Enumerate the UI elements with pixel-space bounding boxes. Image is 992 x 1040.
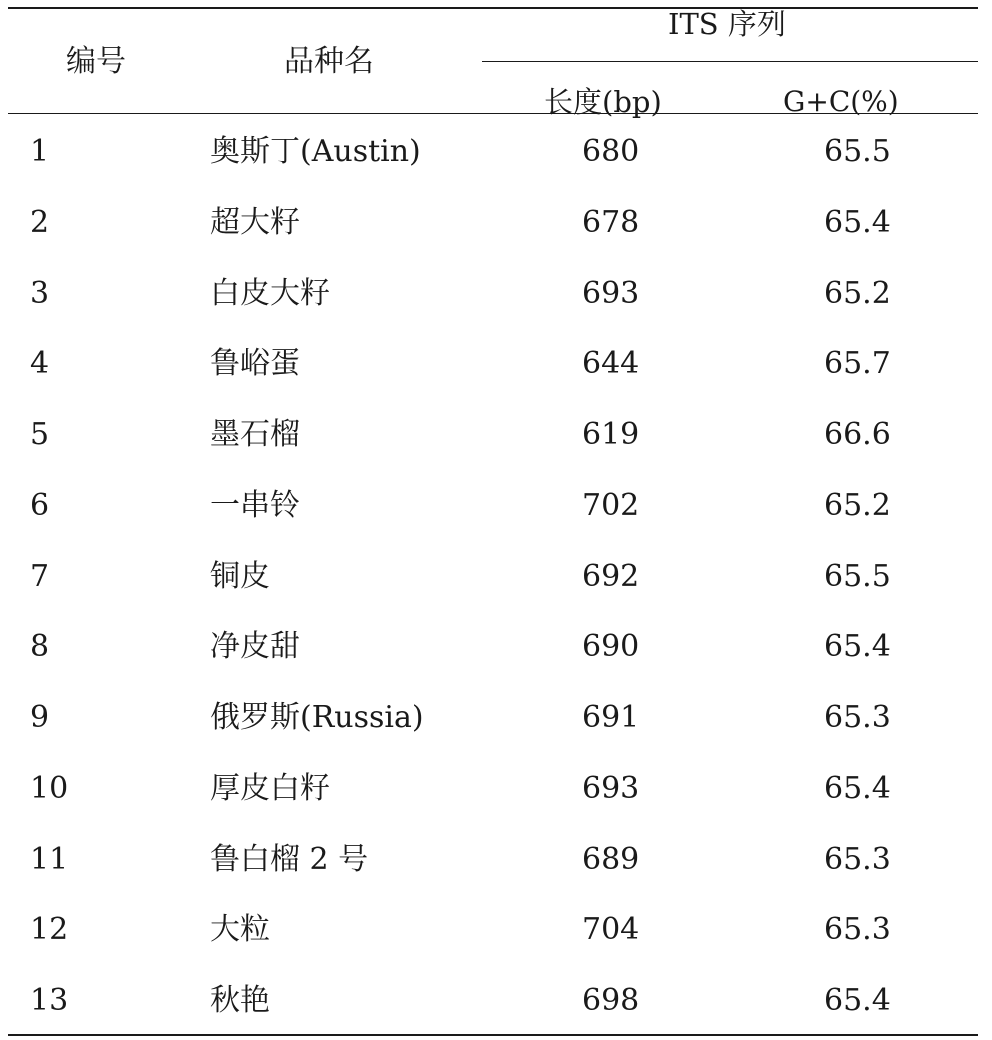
row-gc-cell: 65.3 [824, 841, 891, 877]
row-name-cell: 大粒 [210, 912, 270, 948]
row-id-cell: 5 [30, 417, 50, 452]
row-length-cell: 692 [582, 558, 640, 594]
row-gc-cell: 65.4 [824, 770, 891, 806]
row-length-cell: 704 [582, 912, 640, 948]
table-row [8, 188, 978, 259]
row-length-cell: 619 [582, 417, 640, 452]
row-name-cell: 铜皮 [210, 558, 270, 594]
row-name-cell: 鲁白榴 2 号 [210, 841, 369, 877]
row-length-cell: 702 [582, 487, 640, 523]
row-name-cell: 墨石榴 [210, 417, 300, 452]
row-id-cell: 3 [30, 275, 50, 311]
row-id-cell: 11 [30, 841, 69, 877]
row-name-cell: 厚皮白籽 [210, 770, 330, 806]
row-id-cell: 1 [30, 134, 50, 169]
row-gc-cell: 65.3 [824, 912, 891, 948]
table-body [8, 117, 978, 1037]
column-header-gc: G+C(%) [783, 85, 899, 118]
row-id-cell: 6 [30, 487, 50, 523]
row-length-cell: 680 [582, 134, 640, 169]
table-row [8, 966, 978, 1037]
table-row [8, 259, 978, 330]
row-id-cell: 7 [30, 558, 50, 594]
table-row [8, 895, 978, 966]
its-sequence-table [8, 0, 978, 1040]
row-gc-cell: 65.7 [824, 346, 891, 382]
row-id-cell: 2 [30, 204, 50, 240]
its-group-rule [482, 61, 978, 62]
row-length-cell: 693 [582, 770, 640, 806]
row-id-cell: 13 [30, 983, 69, 1018]
table-row [8, 471, 978, 542]
row-id-cell: 8 [30, 629, 50, 665]
row-name-cell: 超大籽 [210, 204, 300, 240]
row-id-cell: 4 [30, 346, 50, 382]
row-length-cell: 678 [582, 204, 640, 240]
table-row [8, 400, 978, 471]
row-id-cell: 10 [30, 770, 69, 806]
row-length-cell: 693 [582, 275, 640, 311]
row-name-cell: 一串铃 [210, 487, 300, 523]
row-gc-cell: 65.2 [824, 487, 891, 523]
row-gc-cell: 65.5 [824, 134, 891, 169]
row-gc-cell: 65.4 [824, 204, 891, 240]
row-name-cell: 净皮甜 [210, 629, 300, 665]
table-row [8, 542, 978, 613]
row-name-cell: 奥斯丁(Austin) [210, 134, 421, 169]
column-header-name: 品种名 [284, 44, 374, 79]
row-length-cell: 698 [582, 983, 640, 1018]
row-gc-cell: 66.6 [824, 417, 891, 452]
row-gc-cell: 65.5 [824, 558, 891, 594]
row-id-cell: 12 [30, 912, 69, 948]
column-header-id: 编号 [66, 44, 126, 79]
table-row [8, 329, 978, 400]
row-id-cell: 9 [30, 700, 50, 735]
row-name-cell: 白皮大籽 [210, 275, 330, 311]
row-name-cell: 俄罗斯(Russia) [210, 700, 424, 735]
column-header-length: 长度(bp) [544, 85, 662, 119]
row-gc-cell: 65.4 [824, 983, 891, 1018]
row-gc-cell: 65.2 [824, 275, 891, 311]
table-row [8, 754, 978, 825]
row-length-cell: 689 [582, 841, 640, 877]
row-gc-cell: 65.4 [824, 629, 891, 665]
row-gc-cell: 65.3 [824, 700, 891, 735]
table-row [8, 117, 978, 188]
row-name-cell: 鲁峪蛋 [210, 346, 300, 382]
table-row [8, 683, 978, 754]
row-name-cell: 秋艳 [210, 983, 270, 1018]
column-group-header-its: ITS 序列 [668, 7, 786, 41]
table-row [8, 612, 978, 683]
table-top-rule [8, 7, 978, 9]
row-length-cell: 644 [582, 346, 640, 382]
table-row [8, 825, 978, 896]
row-length-cell: 691 [582, 700, 640, 735]
row-length-cell: 690 [582, 629, 640, 665]
